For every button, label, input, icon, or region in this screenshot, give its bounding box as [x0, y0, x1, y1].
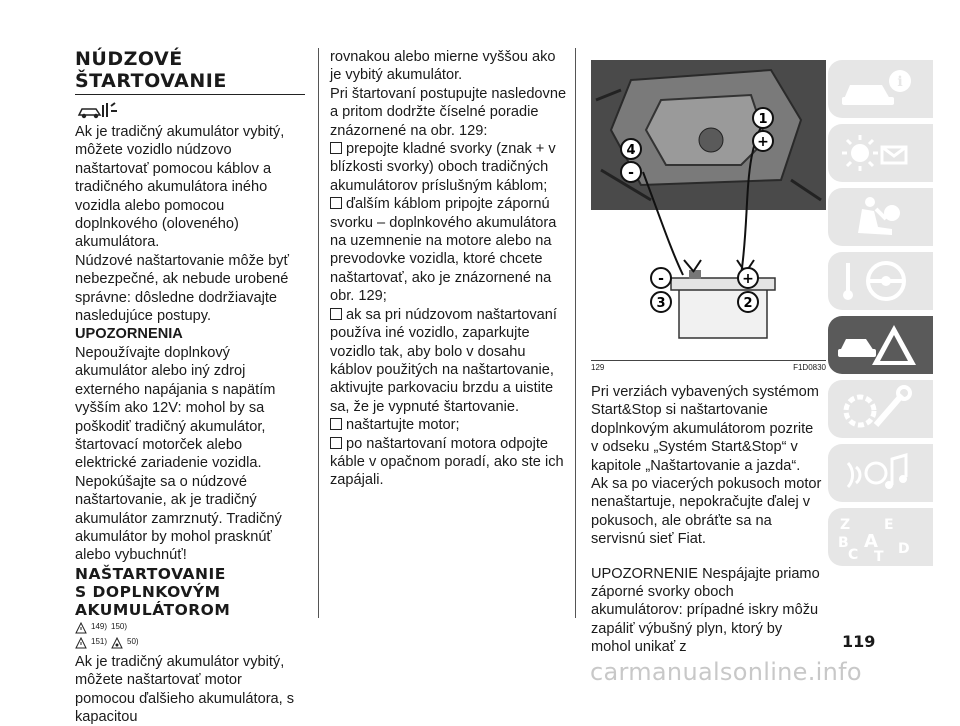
warnings-heading: UPOZORNENIA: [75, 326, 183, 343]
car-info-icon: [836, 65, 916, 113]
page-number: 119: [842, 632, 876, 651]
index-letter: T: [874, 549, 884, 561]
warning-triangle-icon: [75, 637, 87, 649]
figure-label-plus: +: [757, 134, 769, 150]
step-text: naštartujte motor;: [346, 417, 460, 434]
jump-start-figure: [591, 60, 826, 356]
checkbox-bullet-icon: [330, 197, 342, 209]
index-letter: A: [864, 531, 878, 552]
section-heading-line3: AKUMULÁTOROM: [75, 600, 231, 619]
index-letter: Z: [840, 517, 851, 533]
danger-paragraph: Núdzové naštartovanie môže byť nebezpečné, ak nebude urobené správne: dôsledne dodržiavajte nasledujúce postupy.: [75, 252, 289, 325]
column-2: [330, 48, 570, 490]
reference-50: 50): [127, 636, 139, 646]
step-text: ak sa pri núdzovom naštartovaní používa iné vozidlo, zaparkujte vozidlo tak, aby bolo v dosahu káblov použitých na naštartovanie, aktivujte parkovaciu brzdu a uistite sa, že je vypnuté štartovanie.: [330, 306, 557, 415]
reference-149: 149): [91, 621, 108, 631]
figure-number: 129: [591, 363, 605, 372]
step-item: [330, 306, 570, 416]
figure-caption: [591, 360, 826, 372]
column-divider-1: [318, 48, 319, 618]
index-letter: C: [848, 547, 859, 561]
checkbox-bullet-icon: [330, 437, 342, 449]
dashboard-lights-icon: [836, 129, 916, 177]
steering-key-icon: [836, 257, 916, 305]
chapter-tabs: [828, 60, 933, 572]
procedure-paragraph: Pri štartovaní postupujte nasledovne a pritom dodržte číselné poradie znázornené na obr. 129:: [330, 85, 567, 139]
maintenance-service-icon: [836, 385, 916, 433]
procedure-intro-paragraph: Ak je tradičný akumulátor vybitý, môžete naštartovať motor pomocou ďalšieho akumulátora, s kapacitou: [75, 653, 295, 725]
watermark[interactable]: carmanualsonline.info: [590, 658, 862, 686]
battery-minus-label: -: [658, 271, 664, 287]
figure-label-4: 4: [626, 143, 636, 158]
step-text: ďalším káblom pripojte zápornú svorku – doplnkového akumulátora na uzemnenie na motore alebo na prevodovke vozidla, ktoré chcete naštartovať, ako je znázornené na obr. 129;: [330, 196, 557, 305]
index-letter: D: [898, 541, 910, 557]
section-heading: [75, 565, 305, 619]
tab-emergency[interactable]: [828, 316, 933, 374]
main-heading-line1: NÚDZOVÉ: [75, 48, 183, 70]
figure-label-minus: -: [628, 165, 634, 181]
tab-index[interactable]: [828, 508, 933, 566]
airbag-seat-icon: [836, 193, 916, 241]
caution-paragraph: UPOZORNENIE Nespájajte priamo záporné svorky oboch akumulátorov: prípadné iskry môžu zapáliť výbušný plyn, ktorý by mohol unikať z: [591, 565, 820, 656]
tab-driving[interactable]: [828, 252, 933, 310]
reference-row-1: [75, 619, 305, 634]
tab-multimedia[interactable]: [828, 444, 933, 502]
step-item: [330, 140, 570, 195]
svg-text:i: i: [897, 74, 903, 90]
figure-label-2: 2: [743, 296, 753, 311]
tab-safety[interactable]: [828, 188, 933, 246]
index-letter: B: [838, 535, 849, 551]
main-heading: [75, 48, 305, 95]
figure-code: F1D0830: [793, 363, 826, 372]
index-letter: E: [884, 517, 894, 533]
breakdown-warning-icon: [836, 321, 916, 369]
column-divider-2: [575, 48, 576, 618]
reference-row-2: [75, 634, 305, 649]
start-stop-paragraph: Pri verziách vybavených systémom Start&Stop si naštartovanie doplnkovým akumulátorom pozrite v odseku „Systém Start&Stop“ v kapitole „Naštartovanie a jazda“.: [591, 384, 819, 474]
jump-start-illustration: [591, 60, 826, 356]
step-item: [330, 195, 570, 305]
step-item: [330, 416, 570, 434]
tab-maintenance[interactable]: [828, 380, 933, 438]
alphabetical-index-icon: [836, 513, 916, 561]
step-text: prepojte kladné svorky (znak + v blízkosti svorky) oboch tradičných akumulátorov príslušným káblom;: [330, 141, 556, 194]
column-3: [591, 383, 824, 657]
battery-plus-label: +: [742, 271, 754, 287]
tab-dashboard[interactable]: [828, 124, 933, 182]
column-1: [75, 48, 305, 726]
checkbox-bullet-icon: [330, 418, 342, 430]
reference-150: 150): [111, 621, 128, 631]
caution-triangle-icon: [111, 637, 123, 649]
section-heading-line2: S DOPLNKOVÝM: [75, 582, 221, 601]
warnings-paragraph: Nepoužívajte doplnkový akumulátor alebo iný zdroj externého napájania s napätím vyšším ako 12V: mohol by sa poškodiť tradičný akumulátor, štartovací motorček alebo elektrické zariadenie vozidla. Nepokúšajte sa o núdzové naštartovanie, ak je tradičný akumulátor zamrznutý. Tradičný akumulátor by mohol prasknúť alebo vybuchnúť!: [75, 344, 282, 564]
retry-paragraph: Ak sa po viacerých pokusoch motor nenaštartuje, nepokračujte ďalej v pokusoch, ale obráťte sa na servisnú sieť Fiat.: [591, 476, 822, 548]
intro-paragraph: Ak je tradičný akumulátor vybitý, môžete vozidlo núdzovo naštartovať pomocou káblov a tradičného akumulátora iného vozidla alebo pomocou doplnkového (oloveného) akumulátora.: [75, 124, 285, 251]
capacity-paragraph: rovnakou alebo mierne vyššou ako je vybitý akumulátor.: [330, 49, 556, 84]
checkbox-bullet-icon: [330, 308, 342, 320]
checkbox-bullet-icon: [330, 142, 342, 154]
tab-car-info[interactable]: [828, 60, 933, 118]
wrench-car-icon: [75, 101, 305, 123]
figure-label-3: 3: [656, 296, 666, 311]
main-heading-line2: ŠTARTOVANIE: [75, 70, 227, 92]
warning-triangle-icon: [75, 622, 87, 634]
step-item: [330, 435, 570, 490]
multimedia-icon: [836, 449, 916, 497]
figure-label-1: 1: [758, 112, 768, 127]
section-heading-line1: NAŠTARTOVANIE: [75, 564, 226, 583]
reference-151: 151): [91, 636, 108, 646]
step-text: po naštartovaní motora odpojte káble v opačnom poradí, ako ste ich zapájali.: [330, 435, 564, 489]
